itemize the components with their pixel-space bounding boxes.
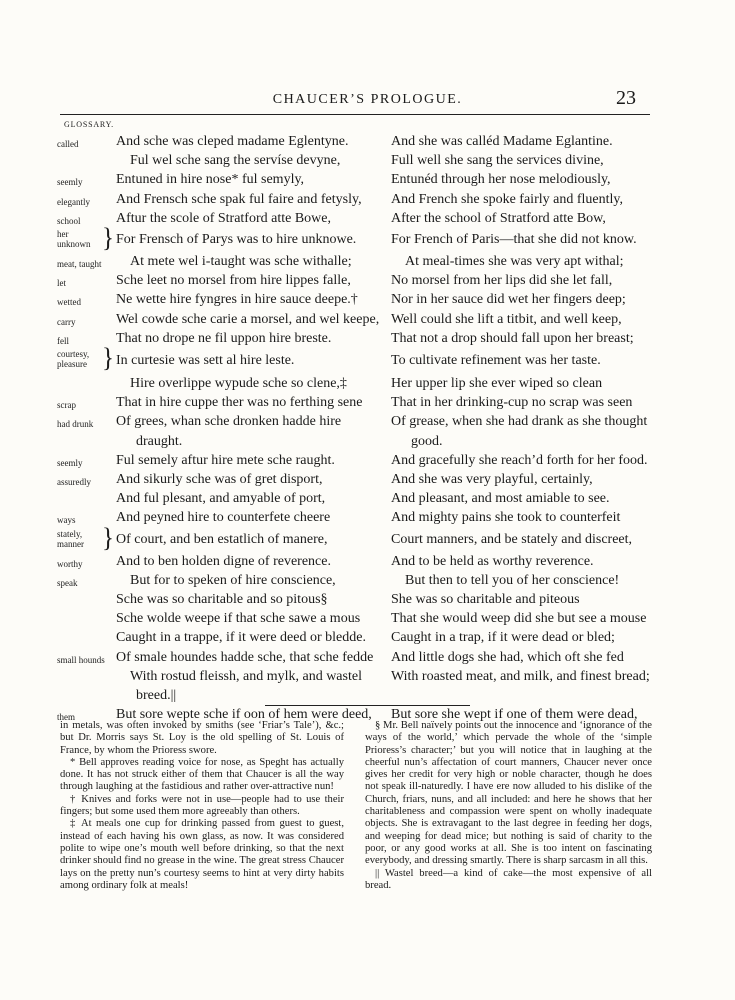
old-english-line: And Frensch sche spak ful faire and fetysly, <box>116 191 362 207</box>
old-english-line: That in hire cuppe ther was no ferthing sene <box>116 395 363 411</box>
glossary-term: her unknown <box>57 229 91 249</box>
glossary-term: called <box>57 139 79 149</box>
modern-english-line: That she would weep did she but see a mouse <box>391 611 647 627</box>
old-english-line: But for to speken of hire conscience, <box>130 572 336 588</box>
modern-english-line: good. <box>411 433 443 449</box>
modern-english-line: No morsel from her lips did she let fall, <box>391 273 613 289</box>
modern-english-line: Entunéd through her nose melodiously, <box>391 172 611 188</box>
verse-row <box>0 252 735 271</box>
modern-english-line: And she was calléd Madame Eglantine. <box>391 134 613 149</box>
verse-row <box>0 412 735 431</box>
verse-row <box>0 648 735 667</box>
old-english-line: Of grees, whan sche dronken hadde hire <box>116 414 342 430</box>
running-head: CHAUCER’S PROLOGUE. <box>272 92 463 107</box>
old-english-line: That no drope ne fil uppon hire breste. <box>116 330 332 346</box>
brace-mark: } <box>102 343 114 374</box>
old-english-line: breed.|| <box>136 688 177 703</box>
modern-english-line: To cultivate refinement was her taste. <box>391 353 601 369</box>
header-rule <box>60 114 650 115</box>
footnote-paragraph: || Wastel breed—a kind of cake—the most expensive of all bread. <box>365 867 652 891</box>
verse-row <box>0 170 735 189</box>
footnote-paragraph: § Mr. Bell naïvely points out the innocence and ‘ignorance of the ways of the world,’ which pervade the whole of the ‘simple Prioress’s character;’ but you will notice that in laughing at the cheerful nun’s affectation of court manners, Chaucer never once gives her credit for very high or noble character, though he does not speak ill-naturedly. I have ere now alluded to his dislike of the Church, friars, nuns, and all included: and here he shows that her charitableness and compassion were spent on wholly inadequate objects. She is extravagant to the last degree in feeding her dogs, and weeping for dead mice; but nothing is said of charity to the poor, or any good works at all. She is too intent on fascinating everybody, and dressing smartly. There is sharp sarcasm in all this. <box>365 720 652 867</box>
old-english-line: Hire overlippe wypude sche so clene,‡ <box>130 376 347 391</box>
old-english-line: For Frensch of Parys was to hire unknowe. <box>116 232 357 248</box>
modern-english-line: And to be held as worthy reverence. <box>391 553 594 569</box>
verse-row <box>0 343 735 374</box>
footnote-paragraph: † Knives and forks were not in use—people had to use their fingers; but some used them more agreeably than others. <box>60 793 344 818</box>
old-english-line: And peyned hire to counterfete cheere <box>116 510 331 526</box>
glossary-term: meat, taught <box>57 259 102 269</box>
modern-english-line: And mighty pains she took to counterfeit <box>391 510 621 526</box>
old-english-line: And sche was cleped madame Eglentyne. <box>116 134 349 149</box>
footnote-paragraph: in metals, was often invoked by smiths (see ‘Friar’s Tale’), &c.; but Dr. Morris says St. Loy is the old spelling of St. Louis of France, by whom the Prioress swore. <box>60 720 344 756</box>
modern-english-line: She was so charitable and piteous <box>391 592 580 607</box>
verse-row <box>0 667 735 686</box>
old-english-line: Caught in a trappe, if it were deed or bledde. <box>116 630 366 646</box>
verse-row <box>0 374 735 393</box>
verse-row <box>0 571 735 590</box>
modern-english-line: But then to tell you of her conscience! <box>405 572 620 588</box>
modern-english-line: That in her drinking-cup no scrap was seen <box>391 395 633 411</box>
glossary-term: carry <box>57 316 76 327</box>
old-english-line: And ful plesant, and amyable of port, <box>116 491 326 507</box>
verse-row <box>0 223 735 254</box>
old-english-line: Sche wolde weepe if that sche sawe a mous <box>116 611 361 627</box>
verse-row <box>0 132 735 151</box>
footnotes-left-column <box>60 720 344 892</box>
glossary-term: them <box>57 712 75 723</box>
glossary-term: ways <box>57 515 76 526</box>
brace-mark: } <box>102 523 114 553</box>
brace-mark: } <box>102 223 114 254</box>
modern-english-line: Well could she lift a titbit, and well keep, <box>391 311 622 327</box>
old-english-line: draught. <box>136 433 183 449</box>
old-english-line: Ne wette hire fyngres in hire sauce deepe.† <box>116 292 358 308</box>
modern-english-line: But sore she wept if one of them were dead, <box>391 707 638 723</box>
modern-english-line: Her upper lip she ever wiped so clean <box>391 376 603 391</box>
footnote-rule <box>265 705 470 706</box>
old-english-line: In curtesie was sett al hire leste. <box>116 353 295 369</box>
verse-row <box>0 489 735 508</box>
glossary-term: fell <box>57 335 69 346</box>
glossary-term: worthy <box>57 558 83 569</box>
old-english-line: Of smale houndes hadde sche, that sche fedde <box>116 649 374 665</box>
glossary-term: stately, manner <box>57 528 84 549</box>
old-english-line: Of court, and ben estatlich of manere, <box>116 531 328 547</box>
verse-row <box>0 393 735 412</box>
modern-english-line: After the school of Stratford atte Bow, <box>391 210 606 226</box>
glossary-term: seemly <box>57 177 83 188</box>
glossary-term: assuredly <box>57 477 91 487</box>
modern-english-line: Nor in her sauce did wet her fingers deep; <box>391 292 626 308</box>
glossary-heading: GLOSSARY. <box>64 120 114 129</box>
verse-row <box>0 190 735 209</box>
page-number: 23 <box>616 87 636 109</box>
modern-english-line: That not a drop should fall upon her breast; <box>391 330 634 346</box>
modern-english-line: And French she spoke fairly and fluently, <box>391 191 623 207</box>
glossary-term: let <box>57 278 66 289</box>
verse-row <box>0 151 735 170</box>
old-english-line: Sche leet no morsel from hire lippes falle, <box>116 273 351 289</box>
old-english-line: At mete wel i-taught was sche withalle; <box>130 254 352 269</box>
old-english-line: Wel cowde sche carie a morsel, and wel keepe, <box>116 311 380 327</box>
glossary-term: seemly <box>57 457 83 468</box>
modern-english-line: With roasted meat, and milk, and finest bread; <box>391 668 650 684</box>
modern-english-line: Court manners, and be stately and discreet, <box>391 531 633 547</box>
modern-english-line: And little dogs she had, which oft she fed <box>391 649 624 665</box>
glossary-term: had drunk <box>57 419 94 430</box>
modern-english-line: Full well she sang the services divine, <box>391 153 604 169</box>
glossary-term: small hounds <box>57 654 105 665</box>
verse-row <box>0 628 735 647</box>
modern-english-line: And she was very playful, certainly, <box>391 472 593 487</box>
old-english-line: Ful wel sche sang the servíse devyne, <box>130 153 341 169</box>
verse-row <box>0 609 735 628</box>
modern-english-line: And pleasant, and most amiable to see. <box>391 491 610 507</box>
footnote-paragraph: ‡ At meals one cup for drinking passed from guest to guest, instead of each having his own glass, as now. It was considered polite to wipe one’s mouth well before drinking, so that the next drinker should find no grease in the wine. The great stress Chaucer lays on the pretty nun’s courtesy seems to hint at very dirty habits among ordinary folk at meals! <box>60 818 344 891</box>
verse-row <box>0 271 735 290</box>
footnote-paragraph: * Bell approves reading voice for nose, as Speght has actually done. It has not struck either of them that Chaucer is all the way through laughing at the fastidious and rather over-attractive nun! <box>60 756 344 793</box>
modern-english-line: Caught in a trap, if it were dead or bled; <box>391 630 615 646</box>
old-english-line: Aftur the scole of Stratford atte Bowe, <box>116 210 331 226</box>
old-english-line: Ful semely aftur hire mete sche raught. <box>116 452 335 468</box>
old-english-line: And to ben holden digne of reverence. <box>116 553 331 569</box>
verse-row <box>0 523 735 553</box>
modern-english-line: And gracefully she reach’d forth for her food. <box>391 452 648 468</box>
modern-english-line: Of grease, when she had drank as she thought <box>391 414 648 430</box>
glossary-term: scrap <box>57 400 76 411</box>
verse-row <box>0 686 735 705</box>
modern-english-line: For French of Paris—that she did not know. <box>391 232 637 248</box>
glossary-term: wetted <box>57 297 81 308</box>
old-english-line: Sche was so charitable and so pitous§ <box>116 592 328 607</box>
verse-row <box>0 590 735 609</box>
modern-english-line: At meal-times she was very apt withal; <box>405 254 624 269</box>
old-english-line: And sikurly sche was of gret disport, <box>116 472 323 487</box>
glossary-term: courtesy, pleasure <box>57 349 90 369</box>
glossary-term: elegantly <box>57 196 90 207</box>
glossary-term: school <box>57 215 81 226</box>
verse-row <box>0 470 735 489</box>
footnotes-right-column <box>365 720 652 892</box>
glossary-term: speak <box>57 577 78 588</box>
verse-row <box>0 552 735 571</box>
old-english-line: But sore wepte sche if oon of hem were deed, <box>116 707 372 723</box>
old-english-line: With rostud fleissh, and mylk, and wastel <box>130 668 362 684</box>
verse-row <box>0 432 735 451</box>
verse-row <box>0 451 735 470</box>
old-english-line: Entuned in hire nose* ful semyly, <box>116 172 305 188</box>
verse-row <box>0 310 735 329</box>
verse-row <box>0 290 735 309</box>
